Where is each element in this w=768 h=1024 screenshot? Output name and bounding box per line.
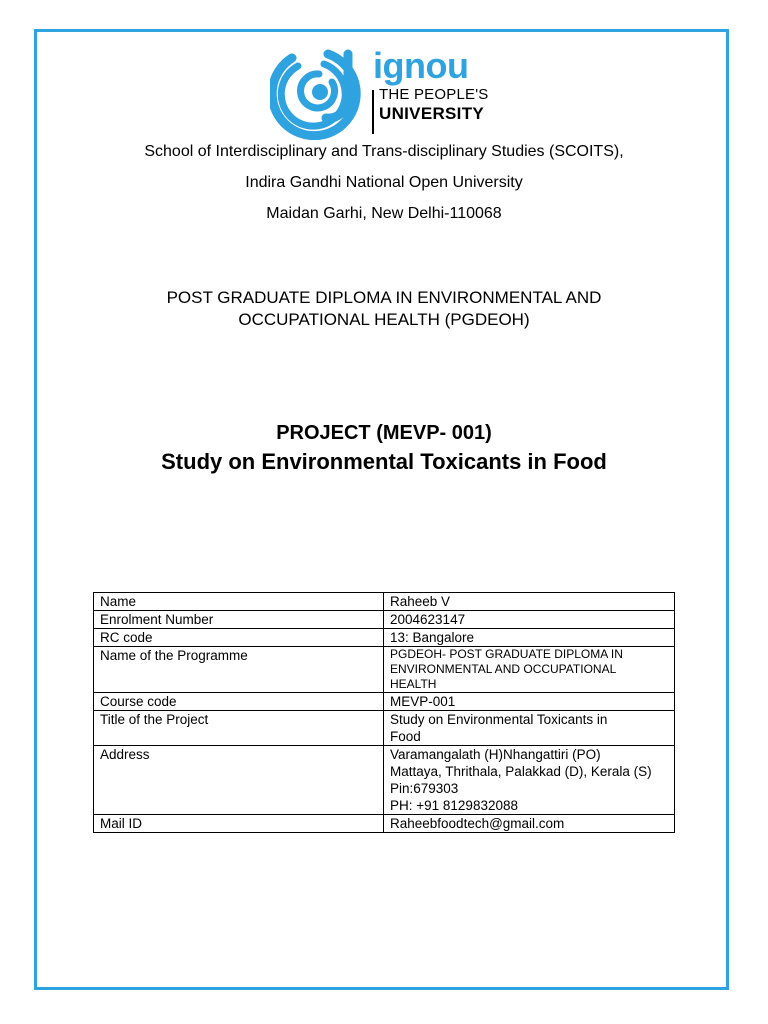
field-label: Mail ID (94, 815, 384, 833)
field-value-line: 13: Bangalore (390, 630, 475, 645)
field-value-line: PH: +91 8129832088 (390, 798, 518, 813)
project-title: Study on Environmental Toxicants in Food (161, 449, 607, 474)
logo-tagline-2: UNIVERSITY (379, 104, 485, 123)
field-value (384, 746, 675, 815)
field-label: Name (94, 593, 384, 611)
details-table (93, 592, 675, 833)
university-name: Indira Gandhi National Open University (245, 174, 523, 191)
field-value-line: Study on Environmental Toxicants in (390, 712, 608, 727)
logo-wordmark: ignou (373, 45, 469, 86)
field-value-line: HEALTH (390, 677, 437, 691)
table-row (94, 611, 675, 629)
project-code: PROJECT (MEVP- 001) (276, 422, 492, 444)
field-label: RC code (94, 629, 384, 647)
field-value-line: MEVP-001 (390, 694, 456, 709)
table-row (94, 647, 675, 693)
field-value-line: Raheeb V (390, 594, 451, 609)
field-value (384, 693, 675, 711)
logo-tagline-1: THE PEOPLE'S (379, 86, 489, 103)
field-value (384, 593, 675, 611)
programme-line-1: POST GRADUATE DIPLOMA IN ENVIRONMENTAL AND (166, 288, 602, 307)
ignou-logo (373, 46, 488, 124)
table-row (94, 746, 675, 815)
field-value-line: 2004623147 (390, 612, 466, 627)
field-label: Address (94, 746, 384, 815)
field-value-line: Pin:679303 (390, 781, 459, 796)
field-label: Name of the Programme (94, 647, 384, 693)
field-value-line: Varamangalath (H)Nhangattiri (PO) (390, 747, 601, 762)
field-value (384, 647, 675, 693)
table-row (94, 815, 675, 833)
university-address: Maidan Garhi, New Delhi-110068 (266, 205, 502, 222)
field-value (384, 629, 675, 647)
table-row (94, 593, 675, 611)
table-row (94, 693, 675, 711)
field-value (384, 711, 675, 746)
field-label: Title of the Project (94, 711, 384, 746)
field-value-line: Food (390, 729, 421, 744)
field-value-line: Mattaya, Thrithala, Palakkad (D), Kerala (S) (390, 764, 652, 779)
field-value (384, 611, 675, 629)
field-value-line: PGDEOH- POST GRADUATE DIPLOMA IN (390, 647, 623, 661)
field-value-line: Raheebfoodtech@gmail.com (390, 816, 565, 831)
field-value (384, 815, 675, 833)
field-label: Course code (94, 693, 384, 711)
field-label: Enrolment Number (94, 611, 384, 629)
field-value-line: ENVIRONMENTAL AND OCCUPATIONAL (390, 662, 617, 676)
table-row (94, 629, 675, 647)
programme-line-2: OCCUPATIONAL HEALTH (PGDEOH) (238, 310, 530, 329)
table-row (94, 711, 675, 746)
school-name: School of Interdisciplinary and Trans-disciplinary Studies (SCOITS), (144, 143, 624, 160)
